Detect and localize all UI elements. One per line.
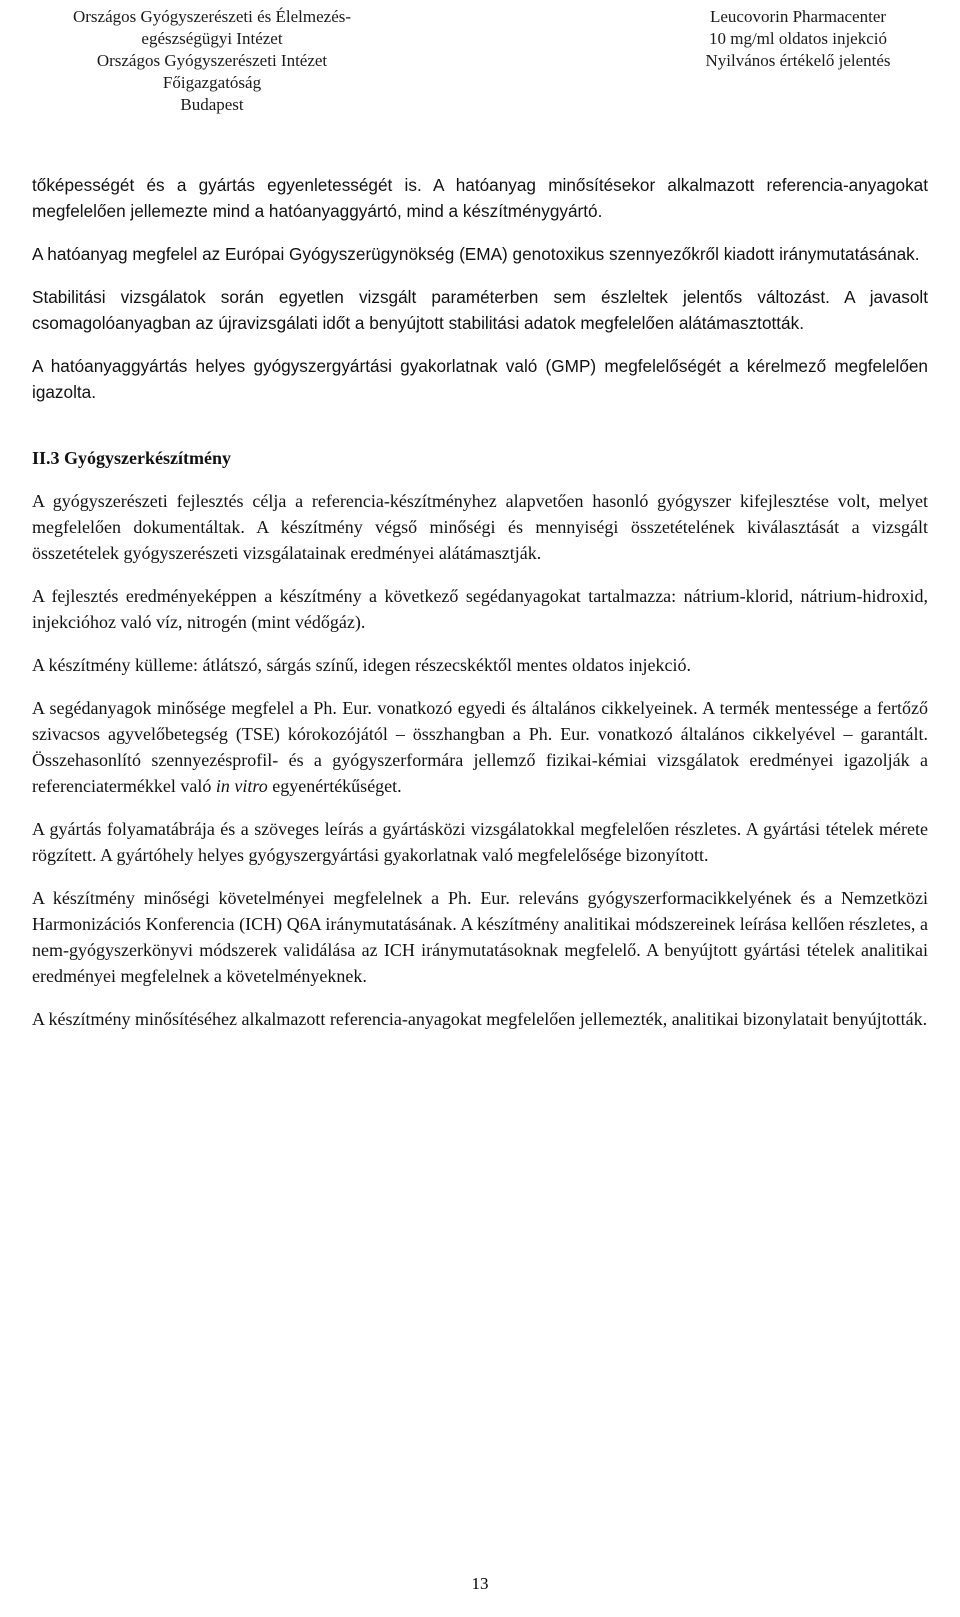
header-left-line: Országos Gyógyszerészeti Intézet (96, 51, 328, 70)
header-left-line: Országos Gyógyszerészeti és Élelmezés- (72, 7, 352, 26)
page-header (32, 6, 928, 126)
paragraph-text: A segédanyagok minősége megfelel a Ph. Eur. vonatkozó egyedi és általános cikkelyeinek. A termék mentessége a fertőző szivacsos agyvelőbetegség (TSE) kórokozójától – összhangban a Ph. Eur. vonatkozó általános cikkelyével – garantált. Összehasonlító szennyezésprofil- és a gyógyszerformára jellemző fizikai-kémiai vizsgálatok eredményei igazolják a referenciatermékkel való (32, 698, 928, 796)
header-left-line: Budapest (180, 95, 244, 114)
header-left-block (32, 6, 392, 116)
paragraph-text: egyenértékűséget. (267, 776, 402, 796)
header-right-line: Nyilvános értékelő jelentés (705, 51, 891, 70)
paragraph: A gyógyszerészeti fejlesztés célja a referencia-készítményhez alapvetően hasonló gyógyszer kifejlesztése volt, melyet megfelelően dokumentáltak. A készítmény végső minőségi és mennyiségi összetételének kiválasztását a vizsgált összetételek gyógyszerészeti vizsgálatainak eredményei alátámasztják. (32, 491, 928, 563)
header-left-line: egészségügyi Intézet (141, 29, 283, 48)
paragraph (32, 284, 928, 336)
paragraph: A készítmény külleme: átlátszó, sárgás színű, idegen részecskéktől mentes oldatos injekció. (32, 655, 691, 675)
paragraph: A készítmény minősítéséhez alkalmazott referencia-anyagokat megfelelően jellemezték, analitikai bizonylatait benyújtották. (32, 1009, 928, 1029)
paragraph: A hatóanyag megfelel az Európai Gyógyszerügynökség (EMA) genotoxikus szennyezőkről kiadott iránymutatásának. (32, 244, 920, 264)
paragraph-sentence: A javasolt csomagolóanyagban az újravizsgálati időt a benyújtott stabilitási adatok megfelelően alátámasztották. (32, 287, 928, 333)
header-right-line: 10 mg/ml oldatos injekció (708, 29, 887, 48)
paragraph: A gyártás folyamatábrája és a szöveges leírás a gyártásközi vizsgálatokkal megfelelően részletes. A gyártási tételek mérete rögzített. A gyártóhely helyes gyógyszergyártási gyakorlatnak való megfelelősége bizonyított. (32, 819, 928, 865)
section-heading: II.3 Gyógyszerkészítmény (32, 448, 231, 468)
page-number: 13 (471, 1574, 489, 1593)
paragraph: tőképességét és a gyártás egyenletességét is. A hatóanyag minősítésekor alkalmazott referencia-anyagokat megfelelően jellemezte mind a hatóanyaggyártó, mind a készítménygyártó. (32, 175, 928, 221)
paragraph (32, 695, 928, 799)
header-right-line: Leucovorin Pharmacenter (709, 7, 887, 26)
paragraph-sentence: Stabilitási vizsgálatok során egyetlen vizsgált paraméterben sem észleltek jelentős változást. (32, 287, 830, 307)
document-body (32, 172, 928, 1049)
paragraph: A készítmény minőségi követelményei megfelelnek a Ph. Eur. releváns gyógyszerformacikkelyének és a Nemzetközi Harmonizációs Konferencia (ICH) Q6A iránymutatásának. A készítmény analitikai módszereinek leírása kellően részletes, a nem-gyógyszerkönyvi módszerek validálása az ICH iránymutatásoknak megfelelő. A benyújtott gyártási tételek analitikai eredményei megfelelnek a követelményeknek. (32, 888, 928, 986)
header-right-block (668, 6, 928, 72)
header-left-line: Főigazgatóság (162, 73, 262, 92)
paragraph: A fejlesztés eredményeképpen a készítmény a következő segédanyagokat tartalmazza: nátrium-klorid, nátrium-hidroxid, injekcióhoz való víz, nitrogén (mint védőgáz). (32, 586, 928, 632)
paragraph: A hatóanyaggyártás helyes gyógyszergyártási gyakorlatnak való (GMP) megfelelőségét a kérelmező megfelelően igazolta. (32, 356, 928, 402)
italic-term: in vitro (215, 776, 268, 796)
